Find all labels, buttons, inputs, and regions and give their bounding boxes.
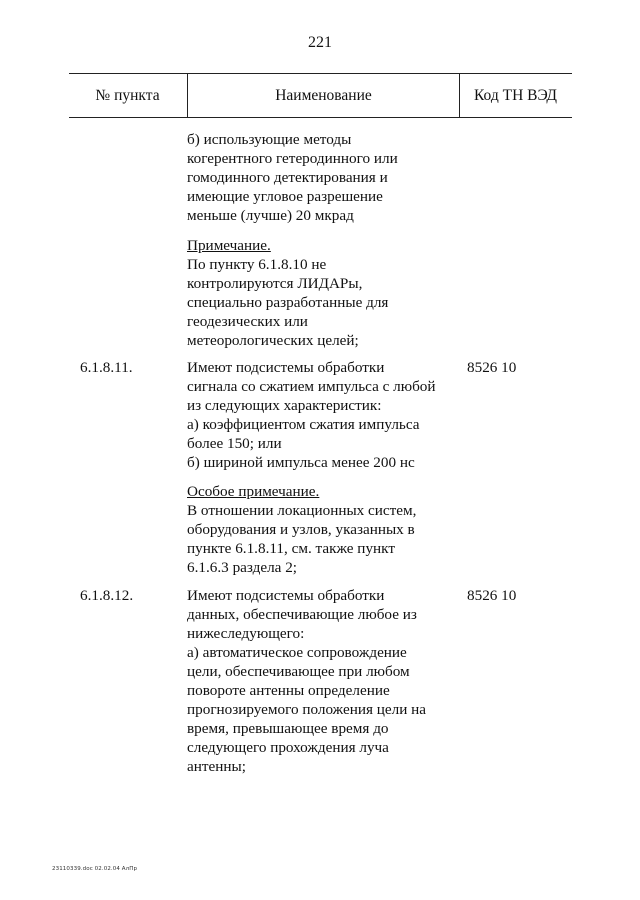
note-line: метеорологических целей;: [187, 332, 359, 349]
note-line: 6.1.6.3 раздела 2;: [187, 559, 298, 576]
text-line: а) автоматическое сопровождение: [187, 644, 407, 661]
text-line: б) шириной импульса менее 200 нс: [187, 454, 415, 471]
text-line: б) использующие методы: [187, 131, 352, 148]
header-item-number: № пункта: [95, 87, 160, 104]
text-line: сигнала со сжатием импульса с любой: [187, 378, 436, 395]
table-header: [69, 73, 572, 118]
text-line: нижеследующего:: [187, 625, 305, 642]
text-line: цели, обеспечивающее при любом: [187, 663, 410, 680]
page-number: 221: [308, 34, 332, 51]
text-line: Имеют подсистемы обработки: [187, 359, 385, 376]
item-description: [187, 586, 467, 776]
note-title: Особое примечание.: [187, 483, 320, 500]
note-line: специально разработанные для: [187, 294, 389, 311]
item-code: 8526 10: [467, 359, 517, 376]
text-line: меньше (лучше) 20 мкрад: [187, 207, 354, 224]
text-line: из следующих характеристик:: [187, 397, 382, 414]
text-line: прогнозируемого положения цели на: [187, 701, 426, 718]
note-line: По пункту 6.1.8.10 не: [187, 256, 327, 273]
header-code: Код ТН ВЭД: [473, 87, 557, 104]
item-code: 8526 10: [467, 587, 517, 604]
text-line: время, превышающее время до: [187, 720, 389, 737]
text-line: а) коэффициентом сжатия импульса: [187, 416, 420, 433]
text-line: более 150; или: [187, 435, 282, 452]
text-line: имеющие угловое разрешение: [187, 188, 383, 205]
note-line: оборудования и узлов, указанных в: [187, 521, 415, 538]
item-description: [187, 358, 467, 472]
note-line: В отношении локационных систем,: [187, 502, 417, 519]
note-line: контролируются ЛИДАРы,: [187, 275, 363, 292]
note-line: пункте 6.1.8.11, см. также пункт: [187, 540, 395, 557]
text-line: данных, обеспечивающие любое из: [187, 606, 417, 623]
text-line: гомодинного детектирования и: [187, 169, 388, 186]
text-line: Имеют подсистемы обработки: [187, 587, 385, 604]
text-line: следующего прохождения луча: [187, 739, 389, 756]
text-line: когерентного гетеродинного или: [187, 150, 398, 167]
item-number: 6.1.8.12.: [80, 587, 134, 604]
item-number: 6.1.8.11.: [80, 359, 133, 376]
header-name: Наименование: [187, 74, 460, 117]
note-title: Примечание.: [187, 237, 271, 254]
text-line: повороте антенны определение: [187, 682, 390, 699]
continuation-text: [187, 130, 467, 225]
text-line: антенны;: [187, 758, 246, 775]
document-footer: 23110339.doc 02.02.04 АлПр: [52, 866, 138, 872]
note-line: геодезических или: [187, 313, 308, 330]
